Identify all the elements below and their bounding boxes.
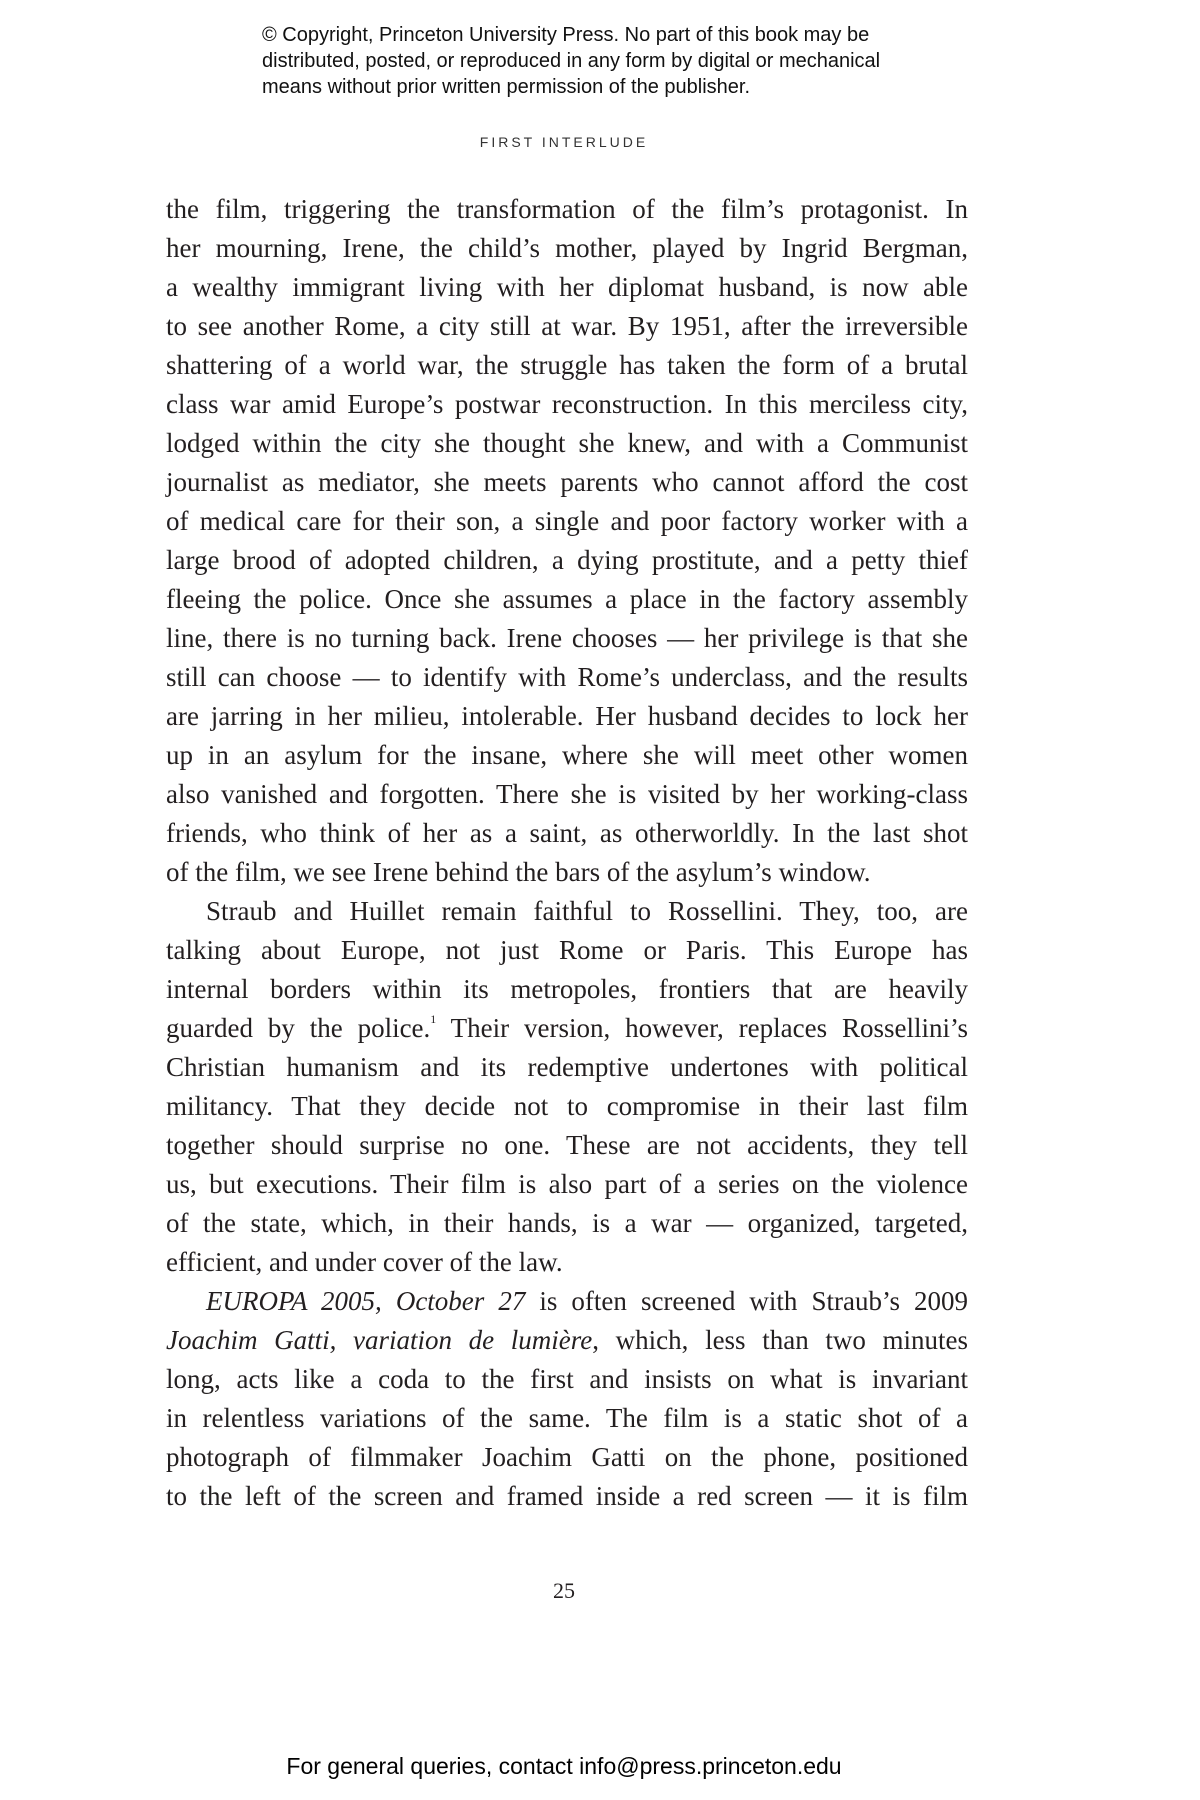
body-text (166, 190, 968, 1516)
text-line: fleeing the police. Once she assumes a place in the factory assembly (166, 584, 968, 614)
page-number: 25 (553, 1578, 575, 1603)
text-line: the film, triggering the transformation of the film’s protagonist. In (166, 194, 968, 224)
text-line: lodged within the city she thought she knew, and with a Communist (166, 428, 968, 458)
text-line: line, there is no turning back. Irene chooses — her privilege is that she (166, 623, 968, 653)
text-line: photograph of filmmaker Joachim Gatti on the phone, positioned (166, 1442, 968, 1472)
text-line: efficient, and under cover of the law. (166, 1247, 563, 1277)
footnote-marker: 1 (430, 1012, 437, 1026)
text-line: talking about Europe, not just Rome or Paris. This Europe has (166, 935, 968, 965)
text-line: Christian humanism and its redemptive undertones with political (166, 1052, 968, 1082)
text-line: to the left of the screen and framed inside a red screen — it is film (166, 1481, 968, 1511)
text-line: of the state, which, in their hands, is a war — organized, targeted, (166, 1208, 968, 1238)
line-segment: guarded by the police. (166, 1013, 431, 1043)
line-segment: Their version, however, replaces Rossellini’s (436, 1013, 968, 1043)
text-line: militancy. That they decide not to compromise in their last film (166, 1091, 968, 1121)
text-line: journalist as mediator, she meets parents who cannot afford the cost (166, 467, 968, 497)
text-line: in relentless variations of the same. The film is a static shot of a (166, 1403, 968, 1433)
text-line: a wealthy immigrant living with her diplomat husband, is now able (166, 272, 968, 302)
running-head: FIRST INTERLUDE (479, 134, 649, 150)
copyright-line: © Copyright, Princeton University Press. No part of this book may be (262, 24, 870, 46)
text-line: together should surprise no one. These are not accidents, they tell (166, 1130, 968, 1160)
text-line: her mourning, Irene, the child’s mother, played by Ingrid Bergman, (166, 233, 968, 263)
text-line: class war amid Europe’s postwar reconstruction. In this merciless city, (166, 389, 968, 419)
film-title: Joachim Gatti, variation de lumière (166, 1325, 593, 1355)
text-line: Straub and Huillet remain faithful to Rossellini. They, too, are (206, 896, 968, 926)
text-line: are jarring in her milieu, intolerable. Her husband decides to lock her (166, 701, 968, 731)
text-line: internal borders within its metropoles, frontiers that are heavily (166, 974, 968, 1004)
film-title: EUROPA 2005, October 27 (206, 1286, 526, 1316)
text-line (166, 1321, 968, 1360)
text-line: friends, who think of her as a saint, as otherworldly. In the last shot (166, 818, 968, 848)
text-line (166, 1282, 968, 1321)
text-line: of the film, we see Irene behind the bars of the asylum’s window. (166, 857, 871, 887)
text-line: long, acts like a coda to the first and insists on what is invariant (166, 1364, 968, 1394)
copyright-line: means without prior written permission of the publisher. (262, 76, 751, 98)
text-line: to see another Rome, a city still at war. By 1951, after the irreversible (166, 311, 968, 341)
text-line: up in an asylum for the insane, where she will meet other women (166, 740, 968, 770)
copyright-notice (262, 22, 982, 100)
copyright-line: distributed, posted, or reproduced in any form by digital or mechanical (262, 50, 881, 72)
text-line: also vanished and forgotten. There she is visited by her working-class (166, 779, 968, 809)
text-line: still can choose — to identify with Rome’s underclass, and the results (166, 662, 968, 692)
line-segment: is often screened with Straub’s 2009 (525, 1286, 968, 1316)
text-line: shattering of a world war, the struggle has taken the form of a brutal (166, 350, 968, 380)
text-line: us, but executions. Their film is also part of a series on the violence (166, 1169, 968, 1199)
line-segment: , which, less than two minutes (592, 1325, 968, 1355)
text-line (166, 1009, 968, 1048)
text-line: of medical care for their son, a single and poor factory worker with a (166, 506, 968, 536)
text-line: large brood of adopted children, a dying prostitute, and a petty thief (166, 545, 968, 575)
contact-footer: For general queries, contact info@press.princeton.edu (286, 1753, 842, 1779)
